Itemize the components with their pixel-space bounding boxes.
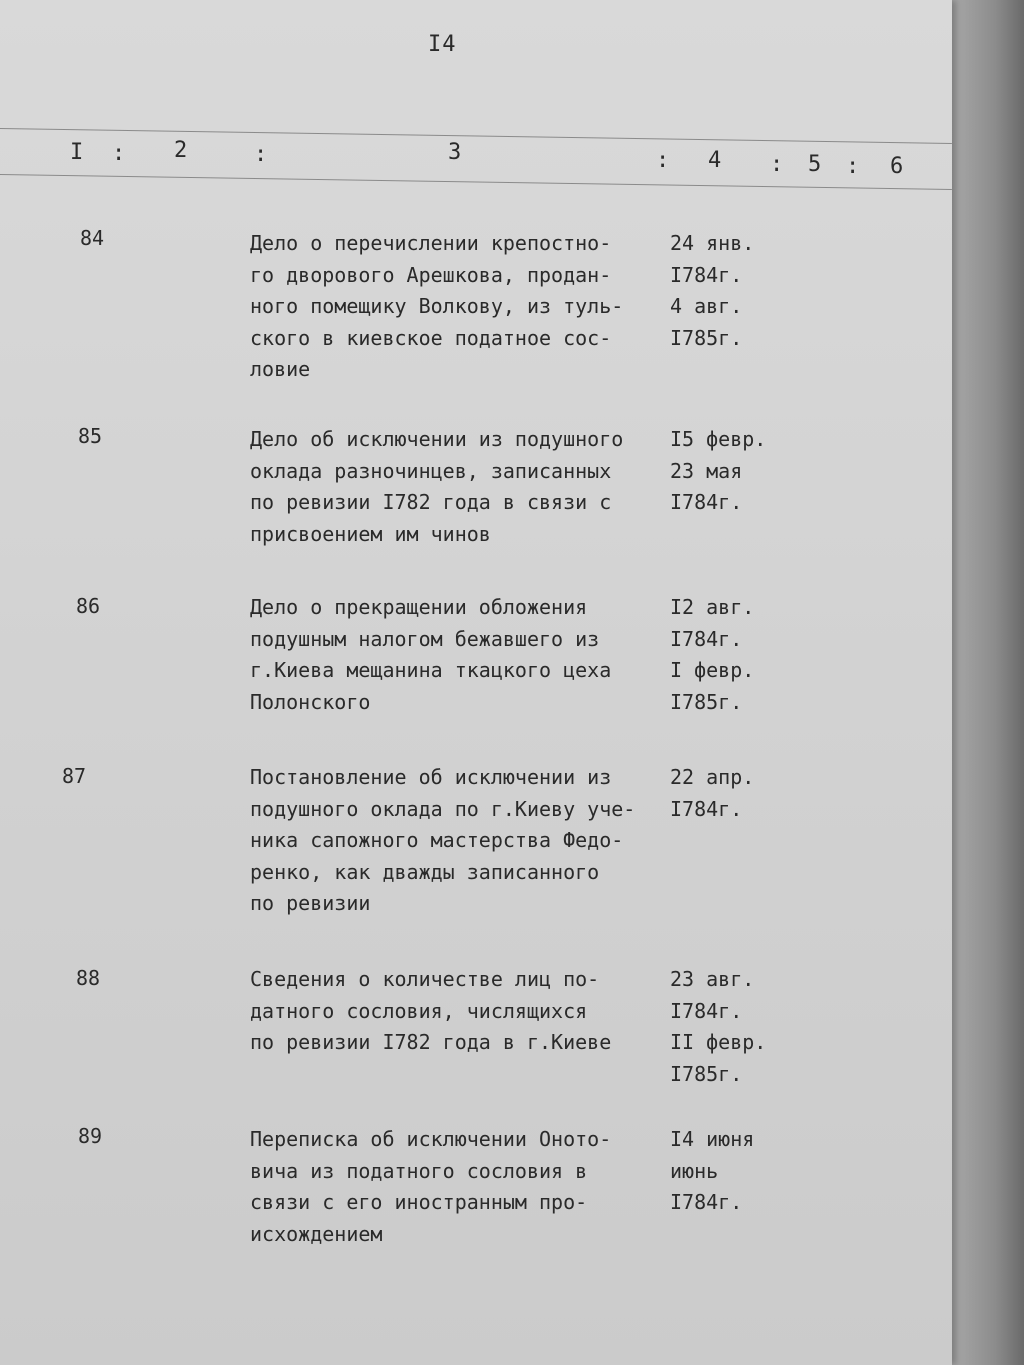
entry-title	[250, 424, 670, 550]
entry-date-line: I784г.	[670, 490, 743, 514]
entry-title-line: подушного оклада по г.Киеву уче-	[250, 796, 636, 821]
entry-date-line: I785г.	[670, 689, 743, 714]
entry-title-line: Дело об исключении из подушного	[250, 427, 624, 451]
entry-title-line: Дело о прекращении обложения	[250, 595, 588, 619]
entry-number: 89	[78, 1124, 103, 1148]
entry-title-line: Постановление об исключении из	[250, 765, 612, 789]
entry-title-line: ского в киевское податное сос-	[250, 325, 612, 350]
entry-title	[250, 762, 670, 920]
entry-number: 87	[62, 764, 87, 788]
entry-title-line: по ревизии I782 года в г.Киеве	[250, 1030, 612, 1054]
entry-title	[250, 1124, 670, 1250]
entry-date-line: I785г.	[670, 325, 743, 350]
entry-dates	[670, 228, 754, 354]
entry-title	[250, 228, 670, 386]
entry-date-line: 23 авг.	[670, 967, 755, 991]
column-header-1: I	[70, 140, 84, 165]
entry-title-line: Дело о перечислении крепостно-	[250, 231, 612, 255]
column-header-3: 3	[448, 140, 462, 165]
entry-title-line: оклада разночинцев, записанных	[250, 458, 612, 483]
entry-title-line: Сведения о количестве лиц по-	[250, 967, 600, 991]
page-number: I4	[428, 32, 457, 57]
entry-dates	[670, 592, 754, 718]
entry-date-line: I784г.	[670, 626, 743, 651]
entry-date-line: I февр.	[670, 658, 755, 682]
entry-title-line: по ревизии	[250, 891, 371, 915]
entry-date-line: I784г.	[670, 262, 743, 287]
column-separator: :	[846, 154, 860, 179]
entry-title-line: исхождением	[250, 1221, 383, 1246]
entry-date-line: 23 мая	[670, 458, 743, 483]
entry-date-line: I4 июня	[670, 1127, 755, 1151]
entry-title-line: ловие	[250, 357, 311, 381]
header-top-rule	[0, 128, 952, 144]
entry-number: 86	[76, 594, 101, 618]
entry-date-line: I5 февр.	[670, 427, 767, 451]
entry-title-line: подушным налогом бежавшего из	[250, 626, 600, 651]
entry-date-line: I784г.	[670, 998, 743, 1023]
entry-title	[250, 592, 670, 718]
entry-title-line: го дворового Арешкова, продан-	[250, 262, 612, 287]
entry-number: 88	[76, 966, 101, 990]
entry-title-line: по ревизии I782 года в связи с	[250, 490, 612, 514]
entry-title	[250, 964, 670, 1059]
entry-title-line: Полонского	[250, 689, 371, 714]
entry-title-line: присвоением им чинов	[250, 521, 491, 546]
entry-title-line: г.Киева мещанина ткацкого цеха	[250, 658, 612, 682]
entry-date-line: II февр.	[670, 1030, 767, 1054]
entry-date-line: I785г.	[670, 1061, 743, 1086]
column-header-4: 4	[708, 148, 722, 173]
entry-dates	[670, 1124, 754, 1219]
underlying-page-edge	[952, 0, 1024, 1365]
entry-title-line: Переписка об исключении Онотo-	[250, 1127, 612, 1151]
entry-date-line: июнь	[670, 1158, 719, 1183]
column-separator: :	[656, 148, 670, 173]
entry-title-line: датного сословия, числящихся	[250, 998, 588, 1023]
entry-date-line: 22 апр.	[670, 765, 755, 789]
entry-number: 84	[80, 226, 105, 250]
entry-date-line: I784г.	[670, 796, 743, 821]
entry-number: 85	[78, 424, 103, 448]
entry-date-line: I2 авг.	[670, 595, 755, 619]
entry-dates	[670, 424, 766, 519]
column-header-5: 5	[808, 152, 822, 177]
entry-dates	[670, 964, 766, 1090]
entry-title-line: ного помещику Волкову, из туль-	[250, 294, 624, 318]
entry-date-line: 24 янв.	[670, 231, 755, 255]
entry-title-line: ренко, как дважды записанного	[250, 859, 600, 884]
entry-title-line: вича из податного сословия в	[250, 1158, 588, 1183]
entry-date-line: I784г.	[670, 1190, 743, 1214]
column-separator: :	[112, 141, 126, 166]
entry-date-line: 4 авг.	[670, 294, 743, 318]
column-separator: :	[770, 152, 784, 177]
column-header-6: 6	[890, 154, 904, 179]
entry-dates	[670, 762, 754, 825]
column-header-2: 2	[174, 138, 188, 163]
column-separator: :	[254, 142, 268, 167]
entry-title-line: связи с его иностранным про-	[250, 1190, 588, 1214]
entry-title-line: ника сапожного мастерства Федо-	[250, 828, 624, 852]
